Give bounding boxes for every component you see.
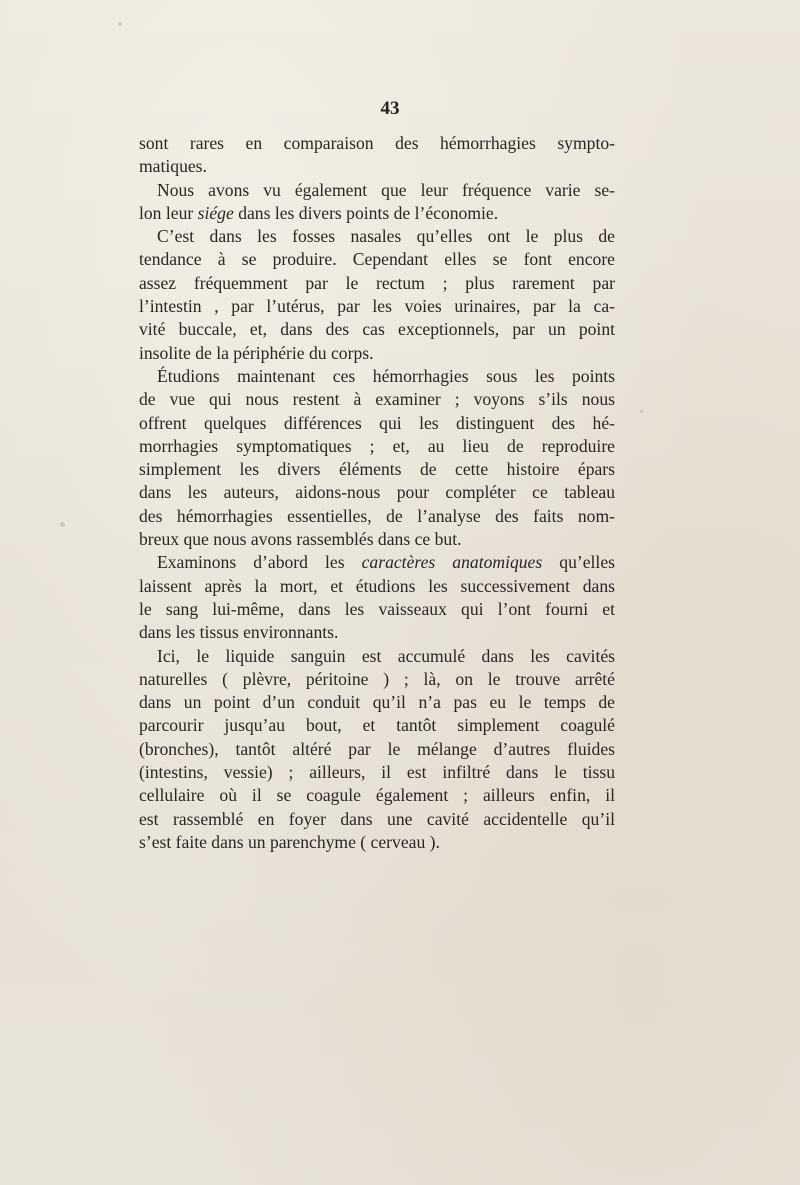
- text-line: assez fréquemment par le rectum ; plus rarement par: [139, 272, 615, 293]
- text-line: vité buccale, et, dans des cas exceptionnels, par un point: [139, 319, 615, 340]
- text-line: Étudions maintenant ces hémorrhagies sous les points: [157, 365, 615, 386]
- text-line: parcourir jusqu’au bout, et tantôt simplement coagulé: [139, 715, 615, 736]
- text-segment: Examinons d’abord les: [157, 552, 362, 573]
- text-line: le sang lui-même, dans les vaisseaux qui l’ont fourni et: [139, 598, 615, 619]
- text-line: s’est faite dans un parenchyme ( cerveau ).: [139, 831, 440, 852]
- text-line: est rassemblé en foyer dans une cavité accidentelle qu’il: [139, 808, 615, 829]
- page-number: 43: [380, 98, 400, 119]
- text-line: offrent quelques différences qui les distinguent des hé-: [139, 412, 615, 433]
- text-line: morrhagies symptomatiques ; et, au lieu de reproduire: [139, 435, 615, 456]
- text-line: dans un point d’un conduit qu’il n’a pas eu le temps de: [139, 692, 615, 713]
- text-line: de vue qui nous restent à examiner ; voyons s’ils nous: [139, 389, 615, 410]
- italic-term: caractères anatomiques: [361, 552, 543, 573]
- text-line: dans les auteurs, aidons-nous pour compléter ce tableau: [139, 482, 615, 503]
- text-line: des hémorrhagies essentielles, de l’analyse des faits nom-: [139, 505, 615, 526]
- text-line: naturelles ( plèvre, péritoine ) ; là, on le trouve arrêté: [139, 668, 615, 689]
- text-segment: dans les divers points de l’économie.: [233, 202, 499, 223]
- text-line: tendance à se produire. Cependant elles se font encore: [139, 249, 615, 270]
- text-line: l’intestin , par l’utérus, par les voies urinaires, par la ca-: [139, 296, 615, 317]
- text-line: (intestins, vessie) ; ailleurs, il est infiltré dans le tissu: [139, 762, 615, 783]
- text-line: dans les tissus environnants.: [139, 622, 339, 643]
- text-line: cellulaire où il se coagule également ; ailleurs enfin, il: [139, 785, 615, 806]
- text-line: insolite de la périphérie du corps.: [139, 342, 374, 363]
- text-line: [139, 202, 615, 225]
- italic-term: siége: [197, 202, 234, 223]
- text-segment: qu’elles: [542, 552, 615, 573]
- paper-speck: [640, 410, 643, 413]
- text-line: C’est dans les fosses nasales qu’elles ont le plus de: [157, 226, 615, 247]
- text-line: laissent après la mort, et étudions les successivement dans: [139, 575, 615, 596]
- text-line: Ici, le liquide sanguin est accumulé dans les cavités: [157, 645, 615, 666]
- paper-speck: [118, 22, 122, 26]
- text-line: [139, 551, 615, 574]
- text-line: sont rares en comparaison des hémorrhagies sympto-: [139, 133, 615, 153]
- paper-speck: [60, 522, 65, 527]
- text-line: matiques.: [139, 156, 207, 177]
- text-line: simplement les divers éléments de cette histoire épars: [139, 459, 615, 480]
- text-segment: lon leur: [139, 202, 198, 223]
- body-text: [139, 132, 615, 854]
- text-line: breux que nous avons rassemblés dans ce but.: [139, 529, 462, 550]
- text-line: (bronches), tantôt altéré par le mélange d’autres fluides: [139, 738, 615, 759]
- text-line: Nous avons vu également que leur fréquence varie se-: [157, 179, 615, 200]
